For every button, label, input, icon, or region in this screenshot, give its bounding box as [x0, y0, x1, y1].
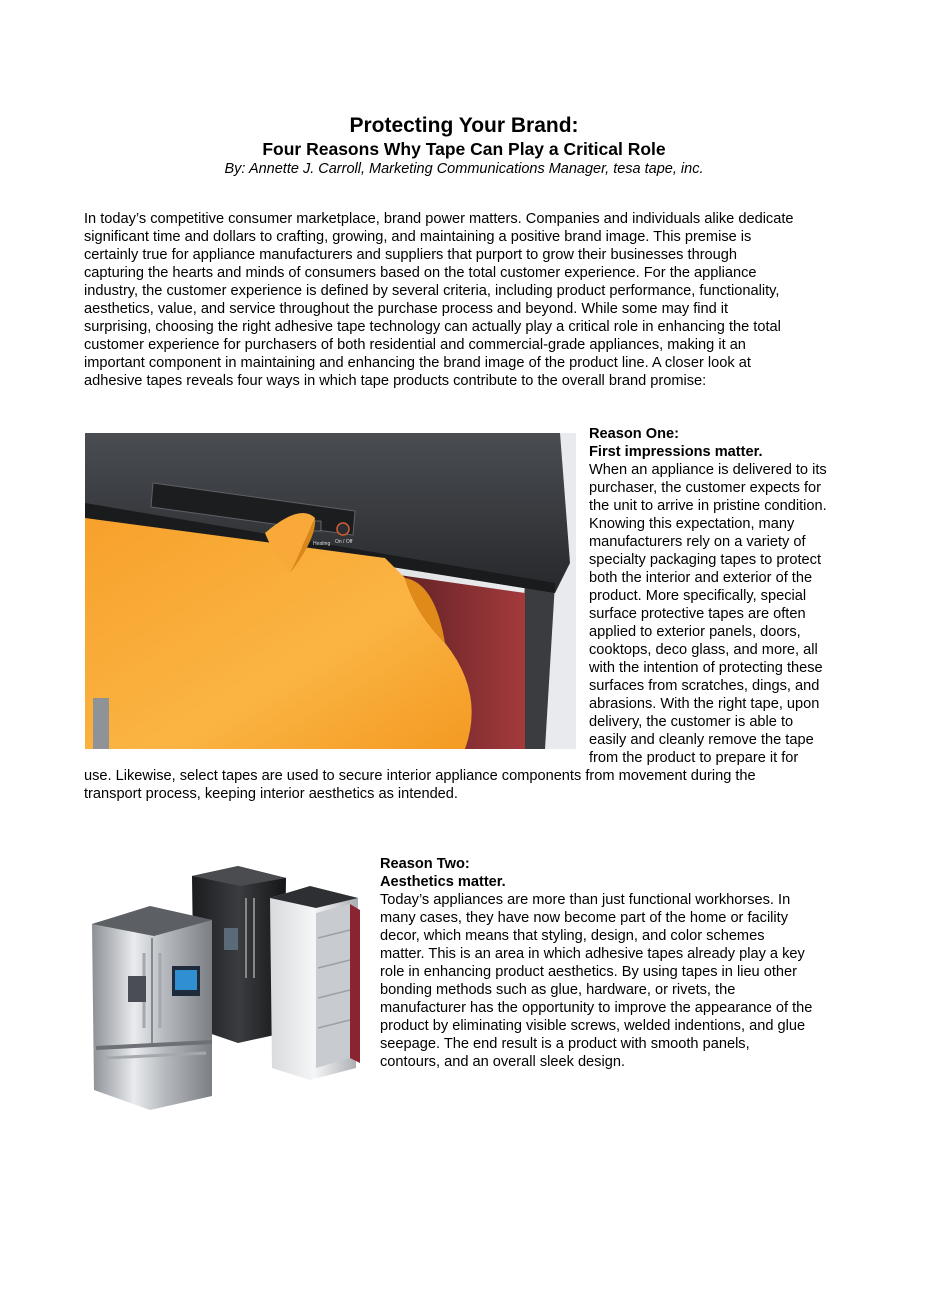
reason-one-line: cooktops, deco glass, and more, all — [589, 642, 818, 658]
reason-two-line: many cases, they have now become part of the home or facility — [380, 910, 789, 926]
intro-line: important component in maintaining and enhancing the brand image of the product line. A closer look at — [84, 355, 751, 371]
reason-two-line: seepage. The end result is a product with smooth panels, — [380, 1036, 750, 1052]
reason-two-line: matter. This is an area in which adhesive tapes already play a key — [380, 946, 805, 962]
reason-two-line: contours, and an overall sleek design. — [380, 1054, 626, 1070]
reason-one-line: surfaces from scratches, dings, and — [589, 678, 820, 694]
intro-line: significant time and dollars to crafting, growing, and maintaining a positive brand image. This premise is — [84, 229, 752, 245]
reason-one-line: the unit to arrive in pristine condition. — [589, 498, 827, 514]
appliance-protective-tape-photo — [85, 433, 576, 749]
intro-line: surprising, choosing the right adhesive tape technology can actually play a critical role in enhancing the total — [84, 319, 781, 335]
reason-two-line: product by eliminating visible screws, welded indentions, and glue — [380, 1018, 806, 1034]
reason-one-line: surface protective tapes are often — [589, 606, 806, 622]
reason-two-line: manufacturer has the opportunity to improve the appearance of the — [380, 1000, 813, 1016]
reason-one-line: abrasions. With the right tape, upon — [589, 696, 820, 712]
reason-one-line: from the product to prepare it for — [589, 750, 799, 766]
reason-one-line: product. More specifically, special — [589, 588, 807, 604]
reason-two-subheading: Aesthetics matter. — [380, 874, 506, 890]
author-byline: By: Annette J. Carroll, Marketing Communications Manager, tesa tape, inc. — [224, 161, 704, 177]
reason-two-heading: Reason Two: — [380, 856, 470, 872]
intro-line: aesthetics, value, and service throughout the purchase process and beyond. While some may find it — [84, 301, 729, 317]
document-title: Protecting Your Brand: — [349, 114, 579, 137]
reason-one-line: manufacturers rely on a variety of — [589, 534, 806, 550]
intro-line: adhesive tapes reveals four ways in which tape products contribute to the overall brand promise: — [84, 373, 707, 389]
reason-one-line: use. Likewise, select tapes are used to secure interior appliance components from movement during the — [84, 768, 756, 784]
reason-one-line: both the interior and exterior of the — [589, 570, 813, 586]
intro-line: capturing the hearts and minds of consumers based on the total customer experience. For the appliance — [84, 265, 757, 281]
intro-line: industry, the customer experience is defined by several criteria, including product performance, functionality, — [84, 283, 780, 299]
intro-line: In today’s competitive consumer marketplace, brand power matters. Companies and individuals alike dedicate — [84, 211, 794, 227]
reason-two-line: bonding methods such as glue, hardware, or rivets, the — [380, 982, 736, 998]
reason-one-line: easily and cleanly remove the tape — [589, 732, 814, 748]
on-off-label: On / Off — [335, 539, 353, 545]
reason-two-line: decor, which means that styling, design, and color schemes — [380, 928, 765, 944]
reason-one-line: applied to exterior panels, doors, — [589, 624, 801, 640]
reason-one-heading: Reason One: — [589, 426, 680, 442]
intro-line: customer experience for purchasers of both residential and commercial-grade appliances, making it an — [84, 337, 746, 353]
reason-two-line: role in enhancing product aesthetics. By using tapes in lieu other — [380, 964, 797, 980]
reason-one-line: delivery, the customer is able to — [589, 714, 794, 730]
intro-line: certainly true for appliance manufacturers and suppliers that purport to grow their businesses through — [84, 247, 738, 263]
refrigerators-photo — [88, 858, 364, 1110]
heating-label: Heating — [313, 541, 331, 547]
reason-one-subheading: First impressions matter. — [589, 444, 763, 460]
reason-two-line: Today’s appliances are more than just functional workhorses. In — [380, 892, 791, 908]
reason-one-line: purchaser, the customer expects for — [589, 480, 821, 496]
reason-one-line: with the intention of protecting these — [589, 660, 823, 676]
reason-one-line: Knowing this expectation, many — [589, 516, 795, 532]
reason-one-line: When an appliance is delivered to its — [589, 462, 827, 478]
reason-one-line: transport process, keeping interior aesthetics as intended. — [84, 786, 458, 802]
document-subtitle: Four Reasons Why Tape Can Play a Critical Role — [262, 139, 666, 159]
reason-one-line: specialty packaging tapes to protect — [589, 552, 822, 568]
